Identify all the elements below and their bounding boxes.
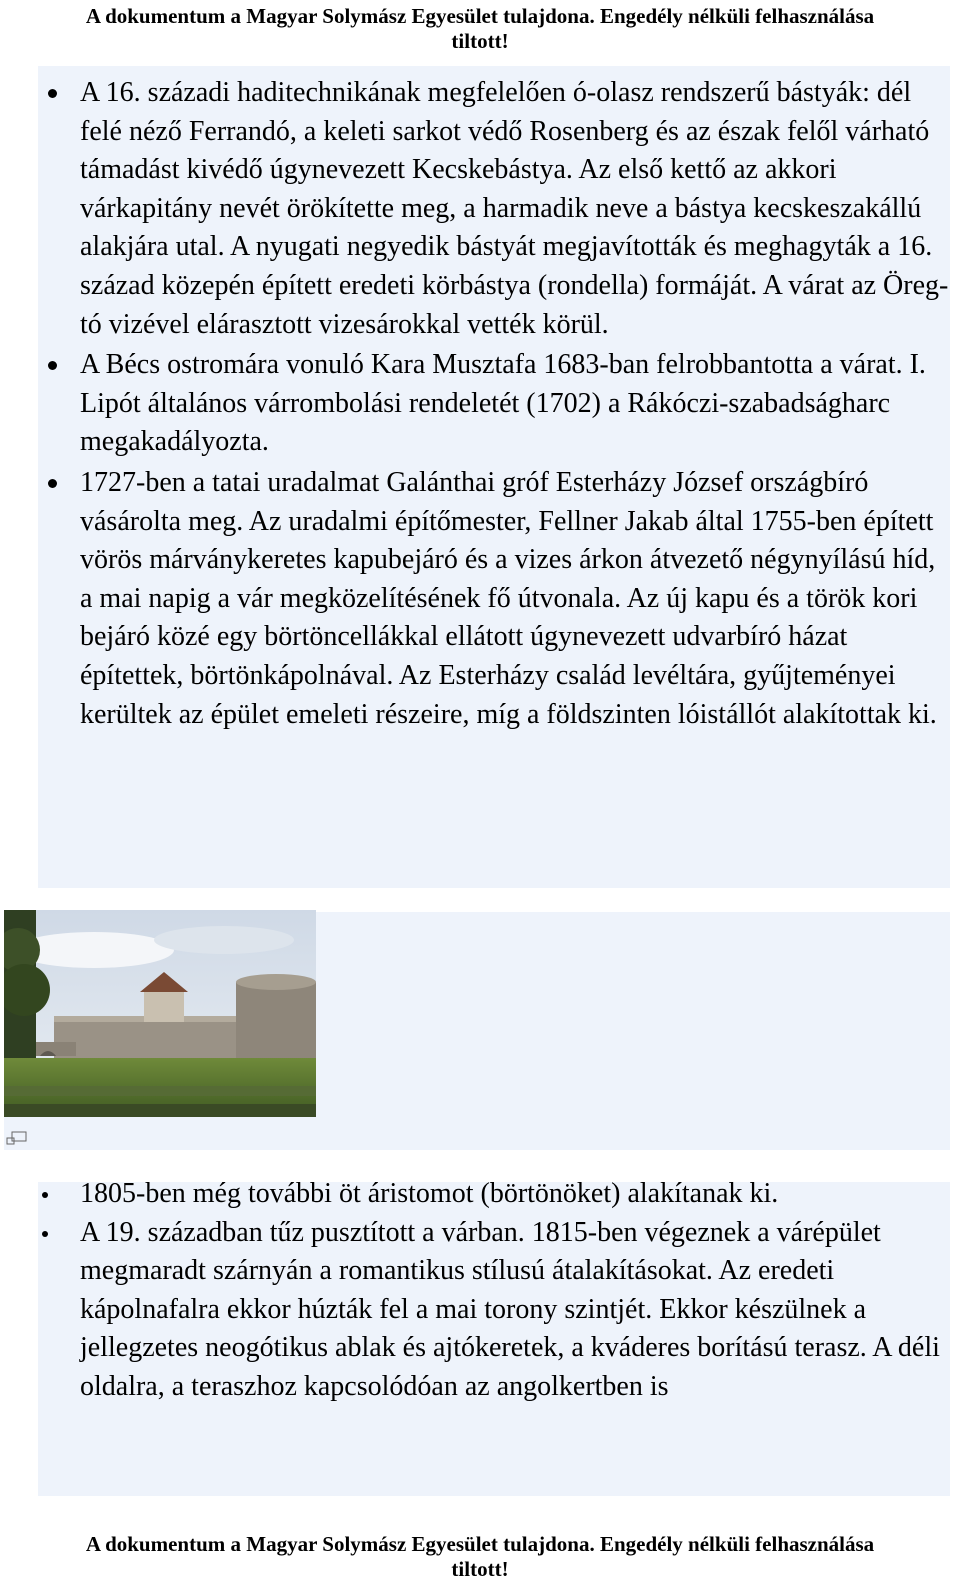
list-item: A 19. században tűz pusztított a várban. 1815-ben végeznek a várépület megmaradt szárnyán a romantikus stílusú átalakításokat. Az eredeti kápolnafalra ekkor húzták fel a mai torony szintjét. Ekkor készülnek a jellegzetes neogótikus ablak és ajtókeretek, a kváderes borítású terasz. A déli oldalra, a teraszhoz kapcsolódóan az angolkertben is [80,1214,950,1407]
list-item: 1805-ben még további öt áristomot (börtönöket) alakítanak ki. [80,1175,950,1214]
bullet-list-bottom [80,1175,950,1407]
list-item: 1727-ben a tatai uradalmat Galánthai gróf Esterházy József országbíró vásárolta meg. Az uradalmi építőmester, Fellner Jakab által 1755-ben épített vörös márványkeretes kapubejáró és a vizes árkon átvezető négynyílású híd, a mai napig a vár megközelítésének fő útvonala. Az új kapu és a török kori bejáró közé egy börtöncellákkal ellátott úgynevezett udvarbíró házat építettek, börtönkápolnával. Az Esterházy család levéltára, gyűjteményei kerültek az épület emeleti részeire, míg a földszinten lóistállót alakítottak ki. [80,464,950,734]
page-header-notice [0,4,960,54]
footer-line-2: tiltott! [451,1557,509,1581]
window-resize-icon [6,1130,28,1146]
list-item: A Bécs ostromára vonuló Kara Musztafa 1683-ban felrobbantotta a várat. I. Lipót általános várrombolási rendeletét (1702) a Rákóczi-szabadságharc megakadályozta. [80,346,950,462]
bullet-list-top [80,74,950,734]
list-item: A 16. századi haditechnikának megfelelően ó-olasz rendszerű bástyák: dél felé néző Ferrandó, a keleti sarkot védő Rosenberg és az észak felől várható támadást kivédő úgynevezett Kecskebástya. Az első kettő az akkori várkapitány nevét örökítette meg, a harmadik neve a bástya kecskeszakállú alakjára utal. A nyugati negyedik bástyát megjavították és meghagyták a 16. század közepén épített eredeti körbástya (rondella) formáját. A várat az Öreg-tó vizével elárasztott vizesárokkal vették körül. [80,74,950,344]
footer-line-1: A dokumentum a Magyar Solymász Egyesület tulajdona. Engedély nélküli felhasználása [85,1532,875,1556]
page-footer-notice [0,1532,960,1582]
header-line-1: A dokumentum a Magyar Solymász Egyesület tulajdona. Engedély nélküli felhasználása [85,4,875,28]
castle-photo [4,910,316,1117]
header-line-2: tiltott! [451,29,509,53]
